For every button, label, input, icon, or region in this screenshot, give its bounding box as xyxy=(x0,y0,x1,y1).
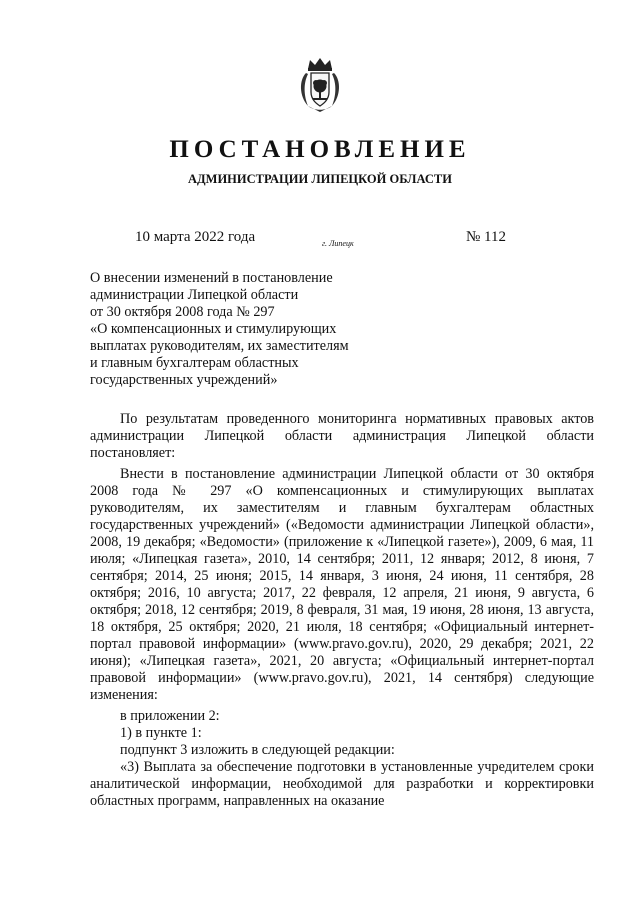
item-quote: «3) Выплата за обеспечение подготовки в установленные учредителем сроки аналитической информации, необходимой для разработки и корректировки областных программ, направленных на оказание xyxy=(90,759,594,809)
document-body xyxy=(90,411,594,810)
subject-line: «О компенсационных и стимулирующих xyxy=(90,321,337,337)
subject-line: и главным бухгалтерам областных xyxy=(90,355,299,371)
subject-line: от 30 октября 2008 года № 297 xyxy=(90,304,275,320)
document-place: г. Липецк xyxy=(322,239,354,248)
subject-line: выплатах руководителям, их заместителям xyxy=(90,338,349,354)
item-subpoint: подпункт 3 изложить в следующей редакции: xyxy=(120,742,395,758)
document-title: ПОСТАНОВЛЕНИЕ xyxy=(169,136,471,163)
issuing-authority: АДМИНИСТРАЦИИ ЛИПЕЦКОЙ ОБЛАСТИ xyxy=(188,172,452,186)
preamble-paragraph: По результатам проведенного мониторинга нормативных правовых актов администрации Липецкой области администрация Липецкой области постановляет: xyxy=(90,411,594,461)
document-subject xyxy=(90,270,410,389)
coat-of-arms-emblem xyxy=(296,56,344,114)
main-paragraph: Внести в постановление администрации Липецкой области от 30 октября 2008 года № 297 «О компенсационных и стимулирующих выплатах руководителям, их заместителям и главным бухгалтерам областных государственных учреждений» («Ведомости администрации Липецкой области», 2008, 19 декабря; «Ведомости» (приложение к «Липецкой газете»), 2009, 6 мая, 11 июля; «Липецкая газета», 2010, 14 сентября; 2011, 12 января; 2012, 8 июня, 7 сентября; 2014, 25 июня; 2015, 14 января, 3 июня, 24 июня, 11 сентября, 28 октября; 2016, 10 августа; 2017, 22 февраля, 12 апреля, 21 июня, 9 августа, 6 октября; 2018, 12 сентября; 2019, 8 февраля, 31 мая, 19 июня, 28 июня, 13 августа, 18 октября, 25 октября; 2020, 21 июля, 18 сентября; «Официальный интернет-портал правовой информации» (www.pravo.gov.ru), 2020, 29 декабря; 2021, 22 июня); «Липецкая газета», 2021, 20 августа; «Официальный интернет-портал правовой информации» (www.pravo.gov.ru), 2021, 14 сентября) следующие изменения: xyxy=(90,466,594,703)
item-appendix: в приложении 2: xyxy=(120,708,220,724)
subject-line: О внесении изменений в постановление xyxy=(90,270,333,286)
document-date: 10 марта 2022 года xyxy=(135,229,256,245)
item-point: 1) в пункте 1: xyxy=(120,725,202,741)
document-number: № 112 xyxy=(466,229,507,245)
subject-line: государственных учреждений» xyxy=(90,372,278,388)
subject-line: администрации Липецкой области xyxy=(90,287,299,303)
